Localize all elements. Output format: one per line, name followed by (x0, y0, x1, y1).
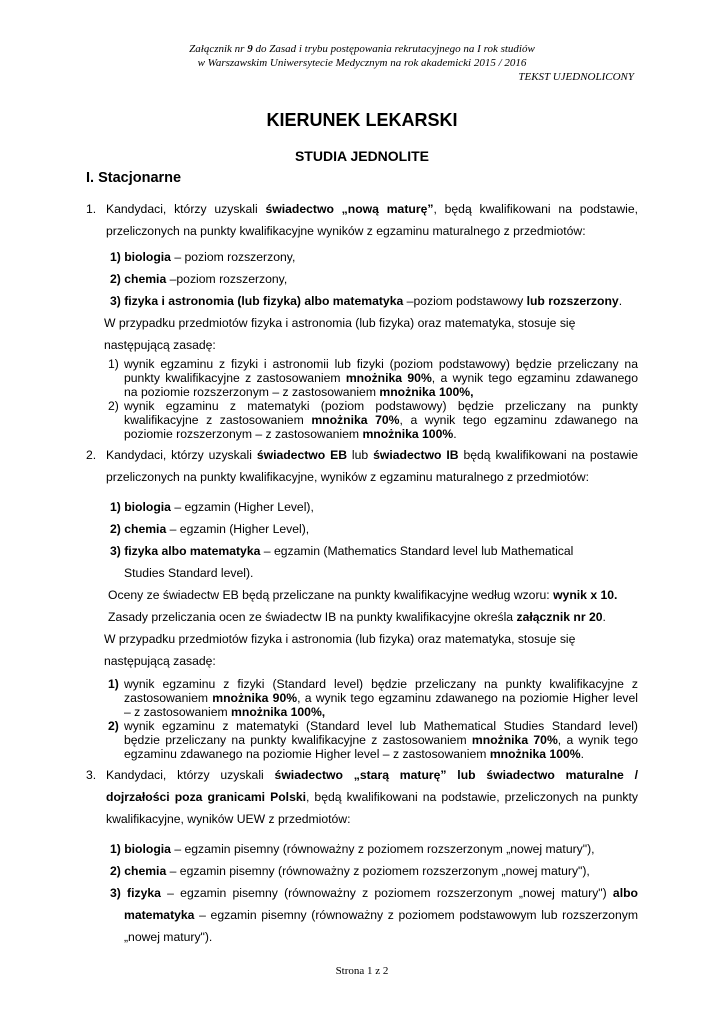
bold-text: mnożnika 100% (362, 427, 454, 441)
text: . (453, 427, 457, 441)
bold-text: świadectwo EB (256, 448, 348, 462)
rule-item-cont (86, 371, 638, 385)
rule-item-cont (86, 413, 638, 427)
paragraph-3-line-1 (86, 765, 638, 787)
rule-number: 2) (108, 719, 119, 733)
paragraph-2-line-1 (86, 445, 638, 467)
rule-item-cont (86, 747, 638, 761)
text: –poziom podstawowy (403, 294, 527, 308)
subject-name: 3) fizyka (110, 886, 161, 900)
text: . (580, 747, 584, 761)
rule-item-cont (86, 733, 638, 747)
bold-text: mnożnika 100%, (379, 385, 474, 399)
paragraph-2-line-2: przeliczonych na punkty kwalifikacyjne, wyników z egzaminu maturalnego z przedmiotów: (106, 470, 589, 484)
text: Kandydaci, którzy uzyskali (106, 448, 257, 462)
paragraph-3-line-3: kwalifikacyjne, wyników UEW z przedmiotów: (106, 812, 351, 826)
grade-rule-ib (86, 607, 638, 629)
subject-item (86, 541, 638, 563)
bold-text: mnożnika 70% (311, 413, 400, 427)
rule-item-cont (86, 691, 638, 705)
grade-rule-eb (86, 585, 638, 607)
text: egzaminu zdawanego na poziomie Higher level – z zastosowaniem (124, 747, 490, 761)
paragraph-1-line-1 (86, 199, 638, 221)
subject-name: 3) fizyka i astronomia (lub fizyka) albo matematyka (110, 294, 404, 308)
paragraph-number: 1. (86, 202, 97, 216)
subject-item (86, 497, 638, 519)
rule-item (86, 677, 638, 691)
text: wynik egzaminu z matematyki (poziom podstawowy) będzie przeliczany na punkty (124, 399, 638, 413)
text: , będą kwalifikowani na podstawie, (433, 202, 639, 216)
subject-name: matematyka (124, 908, 195, 922)
subject-item-cont: „nowej matury"). (124, 930, 213, 944)
subject-name: 1) biologia (110, 500, 171, 514)
page-subtitle: STUDIA JEDNOLITE (294, 148, 430, 164)
text: wynik egzaminu z fizyki i astronomii lub fizyki (poziom podstawowy) będzie przeliczany na (124, 357, 638, 371)
text: –poziom rozszerzony, (166, 272, 288, 286)
header-text: Załącznik nr (189, 43, 248, 55)
page-number: Strona 1 z 2 (335, 965, 389, 977)
rule-number: 2) (108, 399, 119, 413)
text: – egzamin pisemny (równoważny z poziomem rozszerzonym „nowej matury"), (166, 864, 590, 878)
rule-intro-line-2: następującą zasadę: (104, 654, 216, 668)
rule-item (86, 719, 638, 733)
subject-name: 2) chemia (110, 864, 167, 878)
header-line-3: TEKST UJEDNOLICONY (518, 71, 634, 83)
rule-number: 1) (108, 677, 119, 691)
bold-text: dojrzałości poza granicami Polski (106, 790, 307, 804)
text: wynik egzaminu z fizyki (Standard level) będzie przeliczany na punkty kwalifikacyjne z (124, 677, 638, 691)
rule-intro-line-1: W przypadku przedmiotów fizyka i astronomia (lub fizyka) oraz matematyka, stosuje się (104, 632, 576, 646)
text: Oceny ze świadectw EB będą przeliczane na punkty kwalifikacyjne według wzoru: (108, 588, 554, 602)
paragraph-number: 3. (86, 768, 97, 782)
paragraph-3-line-2 (86, 787, 638, 809)
subject-name: 2) chemia (110, 272, 167, 286)
document-body (86, 199, 638, 949)
subject-item (86, 839, 638, 861)
subject-item (86, 519, 638, 541)
text: . (618, 294, 623, 308)
rule-number: 1) (108, 357, 119, 371)
subject-name: 3) fizyka albo matematyka (110, 544, 261, 558)
rule-item (86, 357, 638, 371)
text: wynik egzaminu z matematyki (Standard level lub Mathematical Studies Standard level) (124, 719, 638, 733)
bold-text: świadectwo IB (373, 448, 459, 462)
bold-text: mnożnika 90% (212, 691, 298, 705)
bold-text: wynik x 10. (553, 588, 618, 602)
text: Kandydaci, którzy uzyskali (106, 202, 266, 216)
rule-intro-line-1: W przypadku przedmiotów fizyka i astronomia (lub fizyka) oraz matematyka, stosuje się (104, 316, 576, 330)
text: – z zastosowaniem (124, 705, 232, 719)
text: punkty kwalifikacyjne z zastosowaniem (124, 371, 346, 385)
subject-item-cont (86, 905, 638, 927)
bold-text: mnożnika 100%, (231, 705, 326, 719)
subject-item-cont: Studies Standard level). (124, 566, 254, 580)
text: zastosowaniem (124, 691, 213, 705)
text: na poziomie rozszerzonym – z zastosowaniem (124, 385, 380, 399)
subject-item (86, 861, 638, 883)
text: Zasady przeliczania ocen ze świadectw IB na punkty kwalifikacyjne określa (108, 610, 517, 624)
paragraph-1-line-2: przeliczonych na punkty kwalifikacyjne wyników z egzaminu maturalnego z przedmiotów: (106, 224, 586, 238)
text: będzie przeliczany na punkty kwalifikacyjne z zastosowaniem (124, 733, 472, 747)
subject-item (86, 883, 638, 905)
text: – poziom rozszerzony, (170, 250, 296, 264)
bold-text: świadectwo „starą maturę” lub świadectwo maturalne / (274, 768, 639, 782)
bold-text: lub rozszerzony (526, 294, 619, 308)
subject-item (86, 269, 638, 291)
text: , a wynik tego egzaminu zdawanego (431, 371, 638, 385)
rule-intro-line-2: następującą zasadę: (104, 338, 216, 352)
header-line-1 (90, 42, 634, 56)
bold-text: załącznik nr 20 (516, 610, 603, 624)
text: kwalifikacyjne z zastosowaniem (124, 413, 312, 427)
rule-item (86, 399, 638, 413)
bold-text: mnożnika 90% (345, 371, 432, 385)
text: – egzamin pisemny (równoważny z poziomem podstawowym lub rozszerzonym (194, 908, 638, 922)
text: – egzamin (Higher Level), (166, 522, 310, 536)
text: , będą kwalifikowani na podstawie, przeliczonych na punkty (306, 790, 638, 804)
bold-text: albo (612, 886, 638, 900)
paragraph-number: 2. (86, 448, 97, 462)
header-text: do Zasad i trybu postępowania rekrutacyjnego na I rok studiów (252, 43, 535, 55)
text: lub (347, 448, 374, 462)
text: – egzamin pisemny (równoważny z poziomem rozszerzonym „nowej matury"), (170, 842, 595, 856)
rule-item-cont (86, 385, 638, 399)
text: , a wynik tego egzaminu zdawanego na poziomie Higher level (297, 691, 638, 705)
subject-name: 2) chemia (110, 522, 167, 536)
text: będą kwalifikowani na postawie (458, 448, 639, 462)
section-heading: I. Stacjonarne (86, 170, 182, 186)
subject-item (86, 291, 638, 313)
text: – egzamin (Higher Level), (170, 500, 314, 514)
text: – egzamin pisemny (równoważny z poziomem rozszerzonym „nowej matury") (160, 886, 613, 900)
text: poziomie rozszerzonym – z zastosowaniem (124, 427, 363, 441)
bold-text: mnożnika 100% (489, 747, 581, 761)
page-title: KIERUNEK LEKARSKI (266, 110, 458, 130)
text: Kandydaci, którzy uzyskali (106, 768, 275, 782)
subject-name: 1) biologia (110, 842, 171, 856)
bold-text: świadectwo „nową maturę” (265, 202, 434, 216)
rule-item-cont (86, 705, 638, 719)
header-line-2: w Warszawskim Uniwersytecie Medycznym na rok akademicki 2015 / 2016 (197, 57, 527, 69)
text: – egzamin (Mathematics Standard level lub Mathematical (260, 544, 574, 558)
bold-text: mnożnika 70% (471, 733, 558, 747)
text: . (602, 610, 606, 624)
text: , a wynik tego (557, 733, 638, 747)
document-header (90, 42, 634, 84)
subject-name: 1) biologia (110, 250, 171, 264)
header-annex-number: 9 (247, 43, 253, 55)
subject-item (86, 247, 638, 269)
text: , a wynik tego egzaminu zdawanego na (399, 413, 638, 427)
rule-item-cont (86, 427, 638, 441)
